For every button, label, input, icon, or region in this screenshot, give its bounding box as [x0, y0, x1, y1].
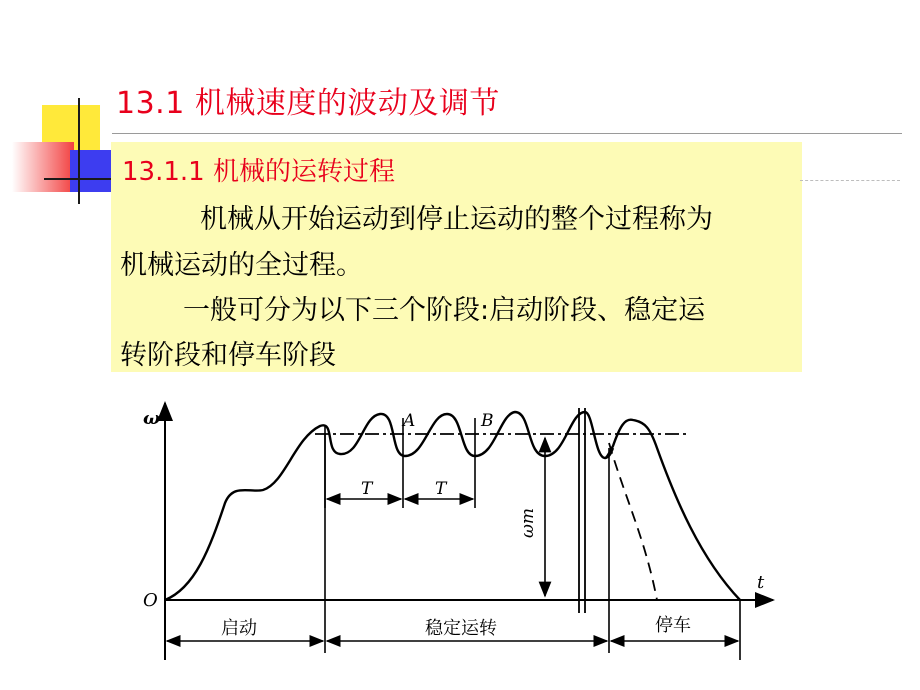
decor-blue-square — [70, 150, 112, 192]
x-axis-label: t — [757, 572, 765, 593]
origin-label: O — [143, 590, 158, 611]
paragraph-2-line-1: 一般可分为以下三个阶段:启动阶段、稳定运 — [183, 295, 706, 326]
phase-steady-label: 稳定运转 — [425, 618, 497, 639]
page-title: 13.1 机械速度的波动及调节 — [116, 86, 500, 121]
title-divider — [112, 133, 902, 134]
dotted-divider — [800, 180, 900, 181]
paragraph-1-line-1: 机械从开始运动到停止运动的整个过程称为 — [200, 204, 713, 235]
y-axis-label: ω — [143, 408, 161, 429]
decor-horizontal-line — [44, 178, 114, 180]
section-subtitle: 13.1.1 机械的运转过程 — [122, 157, 395, 187]
paragraph-1-line-2: 机械运动的全过程。 — [120, 250, 363, 281]
point-b-label: B — [481, 411, 494, 431]
period-1-label: T — [361, 479, 373, 499]
mean-speed-label: ωm — [518, 508, 538, 538]
speed-process-diagram — [135, 398, 775, 673]
speed-curve-after-break — [605, 420, 740, 600]
decor-red-gradient — [12, 142, 74, 192]
paragraph-2-line-2: 转阶段和停车阶段 — [120, 340, 336, 371]
phase-start-label: 启动 — [221, 618, 257, 639]
decor-vertical-line — [78, 98, 80, 204]
phase-stop-label: 停车 — [655, 615, 691, 636]
period-2-label: T — [435, 479, 447, 499]
point-a-label: A — [403, 411, 416, 431]
free-stop-curve — [609, 443, 657, 600]
